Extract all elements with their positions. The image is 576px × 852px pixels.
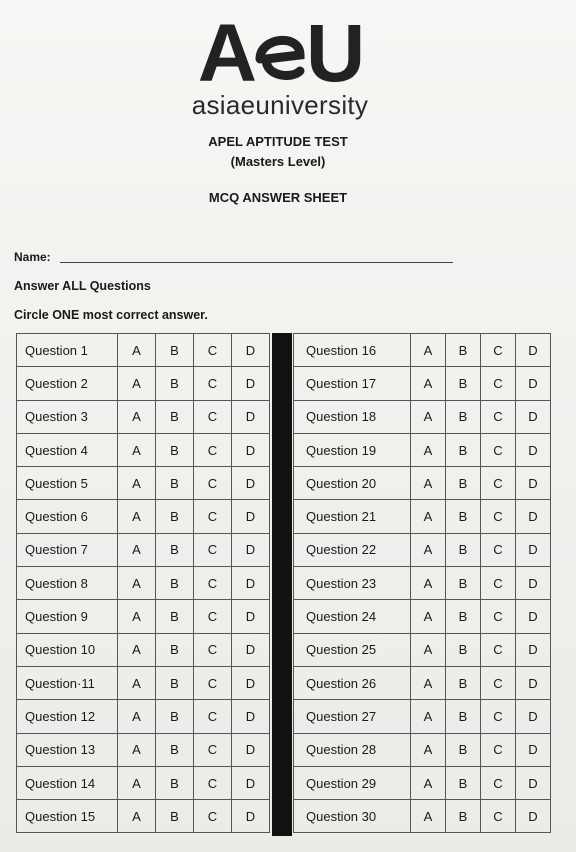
question-label: Question 10 <box>17 633 118 666</box>
question-row <box>294 666 551 699</box>
question-label: Question 7 <box>17 533 118 566</box>
answer-option-d[interactable]: D <box>232 766 270 799</box>
answer-option-b[interactable]: B <box>446 334 481 367</box>
question-label: Question 15 <box>17 800 118 833</box>
answer-option-d[interactable]: D <box>516 600 551 633</box>
question-row <box>17 500 270 533</box>
question-row <box>17 367 270 400</box>
answer-option-c[interactable]: C <box>194 700 232 733</box>
answer-option-d[interactable]: D <box>516 467 551 500</box>
answer-option-a[interactable]: A <box>411 500 446 533</box>
answer-option-d[interactable]: D <box>232 334 270 367</box>
answer-option-d[interactable]: D <box>232 733 270 766</box>
question-row <box>294 700 551 733</box>
answer-option-c[interactable]: C <box>194 367 232 400</box>
answer-option-a[interactable]: A <box>118 600 156 633</box>
answer-option-a[interactable]: A <box>411 567 446 600</box>
answer-option-b[interactable]: B <box>156 700 194 733</box>
question-label: Question 3 <box>17 400 118 433</box>
question-label: Question 28 <box>294 733 411 766</box>
instruction-answer-all: Answer ALL Questions <box>14 279 151 293</box>
answer-option-b[interactable]: B <box>156 666 194 699</box>
answer-option-a[interactable]: A <box>118 433 156 466</box>
answer-option-b[interactable]: B <box>446 600 481 633</box>
answer-option-d[interactable]: D <box>516 433 551 466</box>
answer-option-a[interactable]: A <box>411 334 446 367</box>
question-label: Question 1 <box>17 334 118 367</box>
question-row <box>294 800 551 833</box>
name-field-line <box>60 262 453 263</box>
answer-option-d[interactable]: D <box>232 633 270 666</box>
question-label: Question 9 <box>17 600 118 633</box>
answer-option-c[interactable]: C <box>194 533 232 566</box>
answer-option-c[interactable]: C <box>481 700 516 733</box>
answer-option-b[interactable]: B <box>156 433 194 466</box>
answer-option-b[interactable]: B <box>446 467 481 500</box>
answer-option-a[interactable]: A <box>411 400 446 433</box>
answer-option-d[interactable]: D <box>516 733 551 766</box>
logo-mark <box>180 8 380 99</box>
question-row <box>294 533 551 566</box>
question-label: Question 26 <box>294 666 411 699</box>
answer-option-b[interactable]: B <box>156 733 194 766</box>
question-label: Question 14 <box>17 766 118 799</box>
answer-option-d[interactable]: D <box>232 400 270 433</box>
question-label: Question 8 <box>17 567 118 600</box>
question-row <box>294 467 551 500</box>
answer-option-c[interactable]: C <box>481 800 516 833</box>
answer-option-d[interactable]: D <box>516 400 551 433</box>
question-label: Question 25 <box>294 633 411 666</box>
answer-option-c[interactable]: C <box>481 500 516 533</box>
sheet-title: MCQ ANSWER SHEET <box>208 190 348 205</box>
answer-option-c[interactable]: C <box>481 533 516 566</box>
answer-option-b[interactable]: B <box>446 800 481 833</box>
question-row <box>17 766 270 799</box>
answer-option-b[interactable]: B <box>446 433 481 466</box>
question-label: Question 30 <box>294 800 411 833</box>
answer-option-b[interactable]: B <box>156 500 194 533</box>
question-label: Question 22 <box>294 533 411 566</box>
question-row <box>294 766 551 799</box>
answer-option-a[interactable]: A <box>411 800 446 833</box>
question-row <box>294 633 551 666</box>
question-label: Question 29 <box>294 766 411 799</box>
question-row <box>17 467 270 500</box>
answer-option-c[interactable]: C <box>194 400 232 433</box>
answer-option-a[interactable]: A <box>411 467 446 500</box>
answer-option-d[interactable]: D <box>232 433 270 466</box>
answer-option-a[interactable]: A <box>411 433 446 466</box>
answer-option-b[interactable]: B <box>446 633 481 666</box>
answer-option-d[interactable]: D <box>516 800 551 833</box>
answer-option-a[interactable]: A <box>118 700 156 733</box>
answer-option-c[interactable]: C <box>194 666 232 699</box>
question-label: Question 20 <box>294 467 411 500</box>
question-label: Question 18 <box>294 400 411 433</box>
answer-option-b[interactable]: B <box>156 400 194 433</box>
question-label: Question 13 <box>17 733 118 766</box>
answer-option-c[interactable]: C <box>194 433 232 466</box>
answer-option-b[interactable]: B <box>446 766 481 799</box>
answer-option-a[interactable]: A <box>411 700 446 733</box>
answer-option-b[interactable]: B <box>446 500 481 533</box>
answer-option-c[interactable]: C <box>194 800 232 833</box>
question-row <box>294 433 551 466</box>
answer-option-a[interactable]: A <box>118 334 156 367</box>
answer-option-b[interactable]: B <box>446 700 481 733</box>
question-label: Question 5 <box>17 467 118 500</box>
question-row <box>17 334 270 367</box>
question-row <box>17 433 270 466</box>
logo-wordmark: asiaeuniversity <box>191 90 369 120</box>
answer-option-b[interactable]: B <box>156 567 194 600</box>
question-row <box>294 367 551 400</box>
question-row <box>17 733 270 766</box>
answer-option-b[interactable]: B <box>446 400 481 433</box>
question-row <box>294 733 551 766</box>
question-label: Question 24 <box>294 600 411 633</box>
university-logo <box>180 8 380 122</box>
answer-option-a[interactable]: A <box>118 367 156 400</box>
answer-option-d[interactable]: D <box>516 633 551 666</box>
question-label: Question 16 <box>294 334 411 367</box>
answer-option-d[interactable]: D <box>232 367 270 400</box>
question-label: Question 12 <box>17 700 118 733</box>
answer-option-b[interactable]: B <box>156 467 194 500</box>
question-row <box>294 600 551 633</box>
answer-option-c[interactable]: C <box>194 733 232 766</box>
test-level: (Masters Level) <box>230 154 326 169</box>
question-label: Question 2 <box>17 367 118 400</box>
answer-option-a[interactable]: A <box>118 666 156 699</box>
question-row <box>17 700 270 733</box>
answer-option-c[interactable]: C <box>481 467 516 500</box>
answer-option-c[interactable]: C <box>481 334 516 367</box>
question-label: Question 27 <box>294 700 411 733</box>
answer-option-c[interactable]: C <box>481 733 516 766</box>
answer-option-c[interactable]: C <box>194 334 232 367</box>
answer-option-b[interactable]: B <box>446 666 481 699</box>
answer-option-a[interactable]: A <box>118 633 156 666</box>
question-label: Question 6 <box>17 500 118 533</box>
question-label: Question 23 <box>294 567 411 600</box>
answer-option-c[interactable]: C <box>481 400 516 433</box>
logo-letter-a: A <box>197 8 254 99</box>
question-label: Question 17 <box>294 367 411 400</box>
question-row <box>294 334 551 367</box>
answer-option-a[interactable]: A <box>118 400 156 433</box>
question-row <box>17 533 270 566</box>
answer-table-right <box>293 333 551 833</box>
logo-letter-u: U <box>306 8 363 99</box>
answer-option-c[interactable]: C <box>194 633 232 666</box>
answer-option-c[interactable]: C <box>481 666 516 699</box>
answer-option-a[interactable]: A <box>118 467 156 500</box>
answer-option-d[interactable]: D <box>516 666 551 699</box>
answer-option-b[interactable]: B <box>446 733 481 766</box>
answer-option-d[interactable]: D <box>232 567 270 600</box>
answer-option-a[interactable]: A <box>118 800 156 833</box>
answer-option-d[interactable]: D <box>232 500 270 533</box>
question-row <box>17 666 270 699</box>
answer-option-b[interactable]: B <box>156 367 194 400</box>
answer-option-d[interactable]: D <box>516 367 551 400</box>
answer-option-a[interactable]: A <box>411 533 446 566</box>
answer-option-b[interactable]: B <box>446 367 481 400</box>
instruction-circle-one: Circle ONE most correct answer. <box>14 308 208 322</box>
answer-option-b[interactable]: B <box>156 766 194 799</box>
question-label: Question 4 <box>17 433 118 466</box>
question-row <box>294 567 551 600</box>
answer-option-c[interactable]: C <box>481 367 516 400</box>
answer-option-d[interactable]: D <box>232 467 270 500</box>
question-row <box>17 800 270 833</box>
answer-option-b[interactable]: B <box>446 533 481 566</box>
question-row <box>17 567 270 600</box>
answer-option-c[interactable]: C <box>194 567 232 600</box>
answer-option-a[interactable]: A <box>118 733 156 766</box>
answer-option-a[interactable]: A <box>118 500 156 533</box>
test-title: APEL APTITUDE TEST <box>208 134 348 149</box>
answer-option-a[interactable]: A <box>411 600 446 633</box>
answer-option-c[interactable]: C <box>481 766 516 799</box>
answer-option-d[interactable]: D <box>232 666 270 699</box>
answer-option-c[interactable]: C <box>481 567 516 600</box>
answer-option-a[interactable]: A <box>411 733 446 766</box>
answer-option-b[interactable]: B <box>156 533 194 566</box>
answer-option-d[interactable]: D <box>516 567 551 600</box>
answer-option-b[interactable]: B <box>156 334 194 367</box>
question-label: Question·11 <box>17 666 118 699</box>
question-label: Question 19 <box>294 433 411 466</box>
question-label: Question 21 <box>294 500 411 533</box>
question-row <box>17 400 270 433</box>
answer-option-a[interactable]: A <box>118 533 156 566</box>
answer-option-a[interactable]: A <box>411 766 446 799</box>
answer-option-d[interactable]: D <box>232 533 270 566</box>
answer-option-c[interactable]: C <box>194 467 232 500</box>
answer-table-left <box>16 333 270 833</box>
answer-option-c[interactable]: C <box>481 600 516 633</box>
question-row <box>294 500 551 533</box>
answer-option-c[interactable]: C <box>194 500 232 533</box>
logo-letter-e <box>254 18 306 90</box>
answer-option-d[interactable]: D <box>516 334 551 367</box>
answer-option-d[interactable]: D <box>516 700 551 733</box>
question-row <box>17 633 270 666</box>
answer-option-a[interactable]: A <box>118 766 156 799</box>
name-label: Name: <box>14 250 51 264</box>
answer-option-c[interactable]: C <box>194 766 232 799</box>
answer-option-a[interactable]: A <box>411 367 446 400</box>
answer-option-b[interactable]: B <box>156 633 194 666</box>
answer-option-d[interactable]: D <box>516 533 551 566</box>
answer-option-d[interactable]: D <box>232 800 270 833</box>
answer-option-c[interactable]: C <box>194 600 232 633</box>
answer-option-d[interactable]: D <box>232 700 270 733</box>
answer-option-a[interactable]: A <box>411 666 446 699</box>
answer-option-b[interactable]: B <box>156 600 194 633</box>
answer-option-b[interactable]: B <box>446 567 481 600</box>
answer-option-d[interactable]: D <box>516 766 551 799</box>
answer-option-d[interactable]: D <box>232 600 270 633</box>
table-divider <box>272 333 292 836</box>
answer-option-b[interactable]: B <box>156 800 194 833</box>
answer-option-a[interactable]: A <box>411 633 446 666</box>
answer-option-c[interactable]: C <box>481 633 516 666</box>
question-row <box>17 600 270 633</box>
answer-option-d[interactable]: D <box>516 500 551 533</box>
answer-option-a[interactable]: A <box>118 567 156 600</box>
question-row <box>294 400 551 433</box>
answer-option-c[interactable]: C <box>481 433 516 466</box>
